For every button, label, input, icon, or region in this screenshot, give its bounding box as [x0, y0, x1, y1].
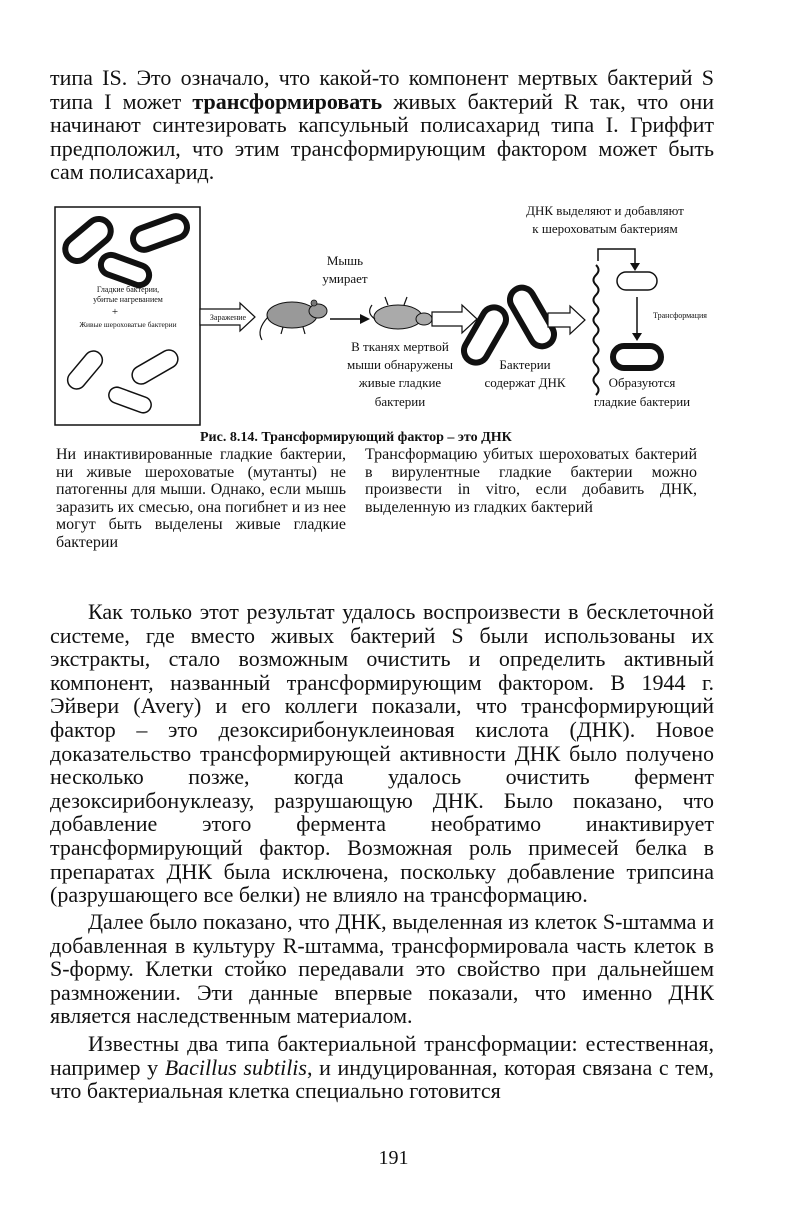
dna-contain-1: Бактерии	[499, 357, 551, 372]
figure-8-14	[0, 195, 787, 435]
dna-added-2: к шероховатым бактериям	[532, 221, 678, 236]
left-plus: +	[111, 306, 119, 318]
mouse-icon	[260, 300, 327, 340]
rough-bacterium-icon	[107, 385, 154, 415]
tissue-4: бактерии	[374, 394, 426, 409]
formed-2: гладкие бактерии	[593, 394, 691, 409]
smooth-bacterium-icon	[613, 346, 661, 368]
left-label-2: убитые нагреванием	[93, 295, 163, 304]
hollow-arrow-icon	[432, 305, 477, 333]
paragraph-2: Как только этот результат удалось воспроизвести в бесклеточной системе, где вместо живых бактерий S были использованы их экстракты, стало возможным очистить и определить активный компонент, названный трансформирующим фактором. В 1944 г. Эйвери (Avery) и его коллеги показали, что трансформирующий фактор – это дезоксирибонуклеиновая кислота (ДНК). Новое доказательство трансформирующей активности ДНК было получено несколько позже, когда удалось очистить фермент дезоксирибонуклеазу, разрушающую ДНК. Было показано, что добавление этого фермента необратимо инактивирует трансформирующий фактор. Возможная роль примесей белка в препаратах ДНК была исключена, поскольку добавление трипсина (разрушающего все белки) не влияло на трансформацию.	[50, 599, 714, 908]
infection-label: Заражение	[209, 313, 247, 322]
dead-mouse-icon	[370, 297, 432, 329]
arrow-right-icon	[330, 314, 370, 324]
paragraph-4	[50, 1032, 714, 1103]
smooth-bacterium-icon	[130, 213, 190, 253]
tissue-3: живые гладкие	[358, 375, 442, 390]
mouse-dies-2: умирает	[322, 271, 368, 286]
rough-bacterium-icon	[617, 272, 657, 290]
top-paragraph-part1: типа IS. Это означало, что какой-то компонент мертвых бактерий S типа I может	[50, 65, 714, 114]
mouse-dies-1: Мышь	[326, 253, 364, 268]
tissue-2: мыши обнаружены	[347, 357, 453, 372]
left-label-3: Живые шероховатые бактерии	[79, 320, 177, 329]
paragraph-4-italic: Bacillus subtilis	[164, 1054, 307, 1080]
paragraph-3: Далее было показано, что ДНК, выделенная из клеток S-штамма и добавленная в культуру R-штамма, трансформировала часть клеток в S-форму. Клетки стойко передавали это свойство при дальнейшем размножении. Эти данные впервые показали, что именно ДНК является наследственным материалом.	[50, 909, 714, 1029]
tissue-1: В тканях мертвой	[351, 339, 449, 354]
paragraph-4-part2: , и индуцированная, которая связана с тем, что бактериальная клетка специально готовится	[50, 1054, 714, 1104]
dna-added-1: ДНК выделяют и добавляют	[526, 203, 684, 218]
rough-bacterium-icon	[129, 347, 181, 388]
smooth-bacterium-icon	[98, 252, 152, 288]
top-paragraph-bold: трансформировать	[192, 88, 383, 114]
paragraph-4-part1: Известны два типа бактериальной трансформации: естественная, например у	[50, 1031, 714, 1080]
page-number: 191	[378, 1147, 409, 1169]
top-paragraph	[50, 66, 714, 184]
top-paragraph-part2: живых бактерий R так, что они начинают синтезировать капсульный полисахарид типа I. Гриффит предположил, что этим трансформирующим фактором может быть сам полисахарид.	[50, 88, 714, 185]
figure-caption: Рис. 8.14. Трансформирующий фактор – это ДНК	[200, 430, 512, 445]
transformation-label: Трансформация	[653, 311, 707, 320]
left-label-1: Гладкие бактерии,	[96, 285, 160, 294]
arrow-down-icon	[598, 249, 640, 271]
caption-right: Трансформацию убитых шероховатых бактерий в вирулентные гладкие бактерии можно произвести in vitro, если добавить ДНК, выделенную из гладких бактерий	[365, 446, 697, 516]
caption-left: Ни инактивированные гладкие бактерии, ни живые шероховатые (мутанты) не патогенны для мыши. Однако, если мышь заразить их смесью, она погибнет и из нее могут быть выделены живые гладкие бактерии	[56, 446, 346, 551]
rough-bacterium-icon	[64, 347, 106, 392]
dna-contain-2: содержат ДНК	[484, 375, 566, 390]
dna-strand-icon	[594, 265, 599, 395]
arrow-down-icon	[632, 297, 642, 341]
formed-1: Образуются	[608, 375, 676, 390]
